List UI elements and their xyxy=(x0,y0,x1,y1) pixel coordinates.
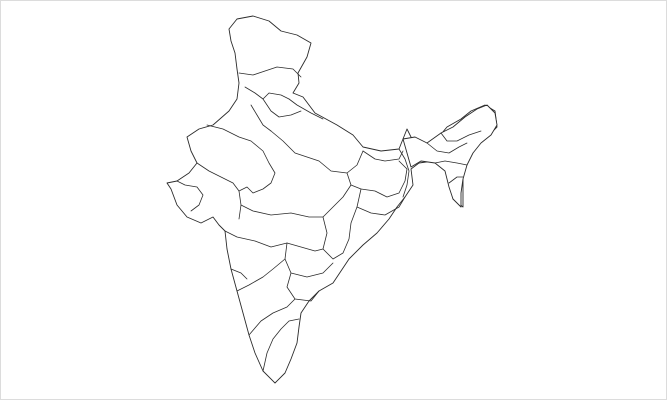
india-map xyxy=(1,1,666,399)
northeast-outline xyxy=(403,105,497,207)
country-outline xyxy=(167,16,497,383)
